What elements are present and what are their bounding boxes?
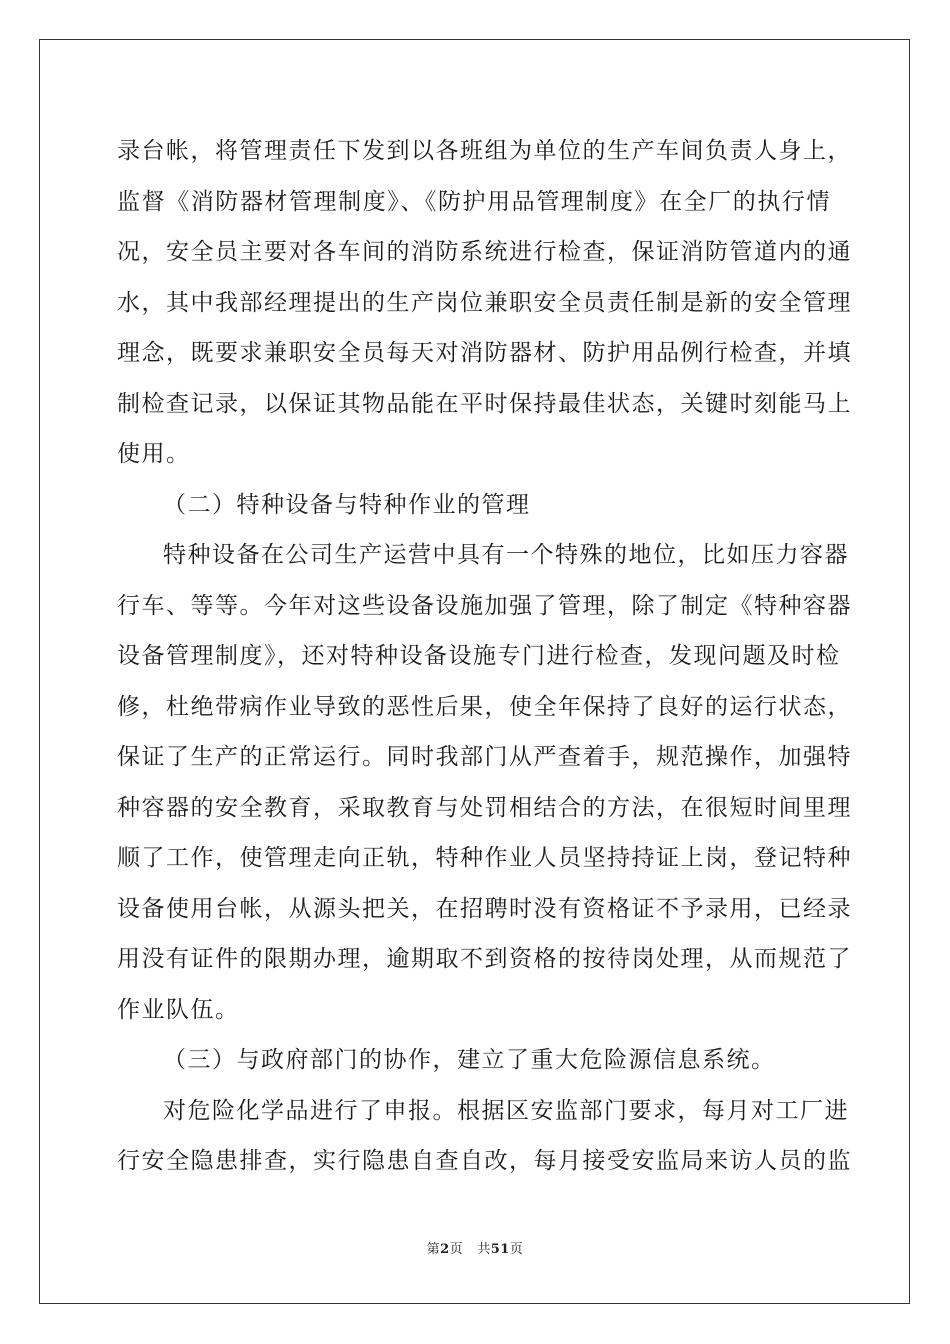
document-body <box>117 126 852 1187</box>
text-line: 监督《消防器材管理制度》、《防护用品管理制度》在全厂的执行情 <box>117 188 831 215</box>
text-line: 水，其中我部经理提出的生产岗位兼职安全员责任制是新的安全管理 <box>117 289 852 316</box>
text-line: 顺了工作，使管理走向正轨，特种作业人员坚持持证上岗，登记特种 <box>117 845 852 871</box>
text-line: 设备管理制度》，还对特种设备设施专门进行检查，发现问题及时检 <box>117 643 841 669</box>
page-prefix: 第 <box>426 1242 441 1257</box>
text-line: 设备使用台帐，从源头把关，在招聘时没有资格证不予录用，已经录 <box>117 895 852 922</box>
text-line: 种容器的安全教育，采取教育与处罚相结合的方法，在很短时间里理 <box>117 794 852 821</box>
section-heading: （二）特种设备与特种作业的管理 <box>163 491 531 518</box>
text-line: 对危险化学品进行了申报。根据区安监部门要求，每月对工厂进 <box>163 1097 849 1124</box>
total-prefix: 共 <box>477 1242 491 1257</box>
page-total: 51 <box>490 1242 510 1257</box>
page-unit: 页 <box>449 1242 464 1257</box>
total-unit: 页 <box>509 1242 524 1257</box>
text-line: 用没有证件的限期办理，逾期取不到资格的按待岗处理，从而规范了 <box>117 946 852 972</box>
text-line: 使用。 <box>117 441 191 467</box>
text-line: 保证了生产的正常运行。同时我部门从严查着手，规范操作，加强特 <box>117 744 852 770</box>
text-line: 录台帐，将管理责任下发到以各班组为单位的生产车间负责人身上， <box>117 138 852 164</box>
text-line: 制检查记录，以保证其物品能在平时保持最佳状态，关键时刻能马上 <box>117 390 852 417</box>
text-line: 行安全隐患排查，实行隐患自查自改，每月接受安监局来访人员的监 <box>117 1148 852 1174</box>
text-line: 特种设备在公司生产运营中具有一个特殊的地位，比如压力容器 <box>163 542 849 568</box>
section-heading: （三）与政府部门的协作，建立了重大危险源信息系统。 <box>163 1047 776 1073</box>
text-line: 修，杜绝带病作业导致的恶性后果，使全年保持了良好的运行状态， <box>117 693 852 720</box>
text-line: 理念，既要求兼职安全员每天对消防器材、防护用品例行检查，并填 <box>117 340 852 366</box>
page-footer <box>0 1238 950 1257</box>
text-line: 作业队伍。 <box>117 996 240 1023</box>
text-line: 行车、等等。今年对这些设备设施加强了管理，除了制定《特种容器 <box>117 592 852 619</box>
text-line: 况，安全员主要对各车间的消防系统进行检查，保证消防管道内的通 <box>117 239 852 265</box>
page-current: 2 <box>440 1242 450 1257</box>
